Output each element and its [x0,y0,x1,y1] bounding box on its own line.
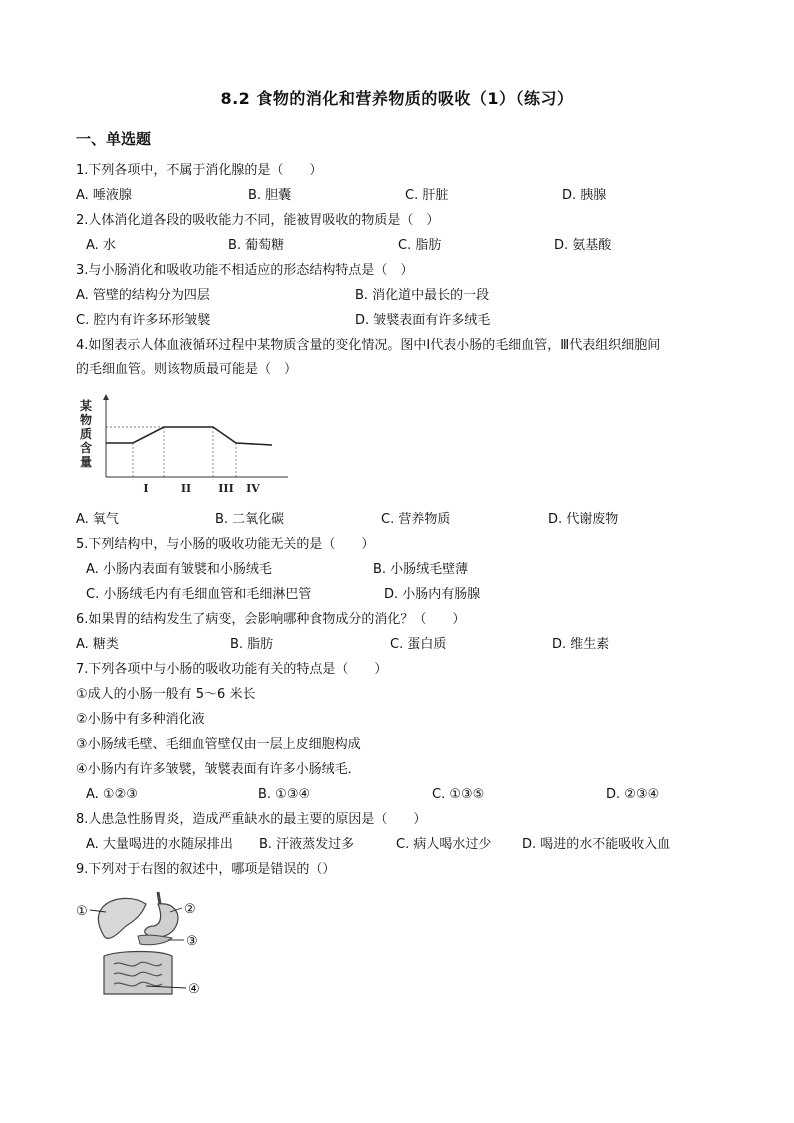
label-2: ② [184,902,196,917]
x-label-II: II [180,482,192,495]
question-2-options [76,237,716,255]
x-label-I: I [143,482,149,495]
q7-statement-1: ①成人的小肠一般有 5～6 米长 [76,687,256,702]
q4-option-a[interactable]: A. 氧气 [76,512,119,527]
q6-option-b[interactable]: B. 脂肪 [230,637,274,652]
question-6-stem: 6.如果胃的结构发生了病变，会影响哪种食物成分的消化？（ ） [76,612,466,627]
q2-option-c[interactable]: C. 脂肪 [398,238,442,253]
q7-option-c[interactable]: C. ①③⑤ [432,787,485,802]
q4-y-label [79,398,92,469]
x-label-IV: IV [246,482,260,495]
q7-statement-2: ②小肠中有多种消化液 [76,712,205,727]
q2-option-b[interactable]: B. 葡萄糖 [228,238,285,253]
q1-option-c[interactable]: C. 肝脏 [405,188,449,203]
q4-line-figure [76,393,290,503]
label-3: ③ [186,934,198,949]
question-4-stem-line1: 4.如图表示人体血液循环过程中某物质含量的变化情况。图中Ⅰ代表小肠的毛细血管，Ⅲ代表组织细胞间 [76,338,661,353]
question-7-options [76,786,716,804]
question-8-stem: 8.人患急性肠胃炎，造成严重缺水的最主要的原因是（ ） [76,812,427,827]
y-label-char: 质 [80,427,93,441]
question-2-stem: 2.人体消化道各段的吸收能力不同，能被胃吸收的物质是（ ） [76,213,440,228]
question-5-options-row1 [76,561,716,579]
q4-option-d[interactable]: D. 代谢废物 [548,512,619,527]
question-7-stem: 7.下列各项中与小肠的吸收功能有关的特点是（ ） [76,662,388,677]
y-axis-arrow [103,394,109,400]
label-1: ① [76,904,88,919]
y-label-char: 某 [80,399,93,413]
question-4-stem-line2: 的毛细血管。则该物质最可能是（ ） [76,362,298,377]
q8-option-a[interactable]: A. 大量喝进的水随尿排出 [86,837,233,852]
pancreas-shape [138,935,172,945]
label-4: ④ [188,982,200,997]
q6-option-c[interactable]: C. 蛋白质 [390,637,447,652]
q8-option-b[interactable]: B. 汗液蒸发过多 [259,837,355,852]
q1-option-a[interactable]: A. 唾液腺 [76,188,132,203]
question-3-stem: 3.与小肠消化和吸收功能不相适应的形态结构特点是（ ） [76,263,414,278]
q8-option-c[interactable]: C. 病人喝水过少 [396,837,492,852]
question-9-stem: 9.下列对于右图的叙述中，哪项是错误的（） [76,862,336,877]
q2-option-d[interactable]: D. 氨基酸 [554,238,612,253]
page-title: 8.2 食物的消化和营养物质的吸收（1）（练习） [220,89,574,108]
question-4-options [76,511,716,529]
q5-option-d[interactable]: D. 小肠内有肠腺 [384,587,481,602]
liver-shape [98,898,146,938]
q6-option-a[interactable]: A. 糖类 [76,637,119,652]
question-5-stem: 5.下列结构中，与小肠的吸收功能无关的是（ ） [76,537,375,552]
q7-option-d[interactable]: D. ②③④ [606,787,660,802]
question-6-options [76,636,716,654]
q4-option-b[interactable]: B. 二氧化碳 [215,512,285,527]
y-label-char: 含 [80,441,93,455]
q2-option-a[interactable]: A. 水 [86,238,116,253]
q3-option-b[interactable]: B. 消化道中最长的一段 [355,288,490,303]
q8-option-d[interactable]: D. 喝进的水不能吸收入血 [522,837,671,852]
question-5-options-row2 [76,586,716,604]
q3-option-a[interactable]: A. 管壁的结构分为四层 [76,288,210,303]
q7-option-b[interactable]: B. ①③④ [258,787,311,802]
q5-option-b[interactable]: B. 小肠绒毛壁薄 [373,562,469,577]
q6-option-d[interactable]: D. 维生素 [552,637,610,652]
substance-curve [106,427,272,445]
y-label-char: 物 [80,413,93,427]
q3-option-d[interactable]: D. 皱襞表面有许多绒毛 [355,313,491,328]
guide-lines [106,427,236,477]
question-3-options-row2 [76,312,716,330]
question-8-options [76,836,716,854]
section-heading: 一、单选题 [76,130,152,148]
esophagus-shape [158,892,160,904]
q1-option-d[interactable]: D. 胰腺 [562,188,607,203]
q4-option-c[interactable]: C. 营养物质 [381,512,451,527]
q1-option-b[interactable]: B. 胆囊 [248,188,292,203]
q5-option-c[interactable]: C. 小肠绒毛内有毛细血管和毛细淋巴管 [86,587,312,602]
q5-option-a[interactable]: A. 小肠内表面有皱襞和小肠绒毛 [86,562,272,577]
y-label-char: 量 [80,455,93,469]
question-1-stem: 1.下列各项中，不属于消化腺的是（ ） [76,163,323,178]
stomach-shape [145,904,178,937]
x-label-III: III [218,482,234,495]
q7-statement-4: ④小肠内有许多皱襞，皱襞表面有许多小肠绒毛． [76,762,361,777]
q7-statement-3: ③小肠绒毛壁、毛细血管壁仅由一层上皮细胞构成 [76,737,361,752]
q7-option-a[interactable]: A. ①②③ [86,787,138,802]
large-intestine-shape [104,952,172,995]
digestive-system-figure [76,890,206,1002]
question-3-options-row1 [76,287,716,305]
q3-option-c[interactable]: C. 腔内有许多环形皱襞 [76,313,211,328]
question-1-options [76,187,716,205]
